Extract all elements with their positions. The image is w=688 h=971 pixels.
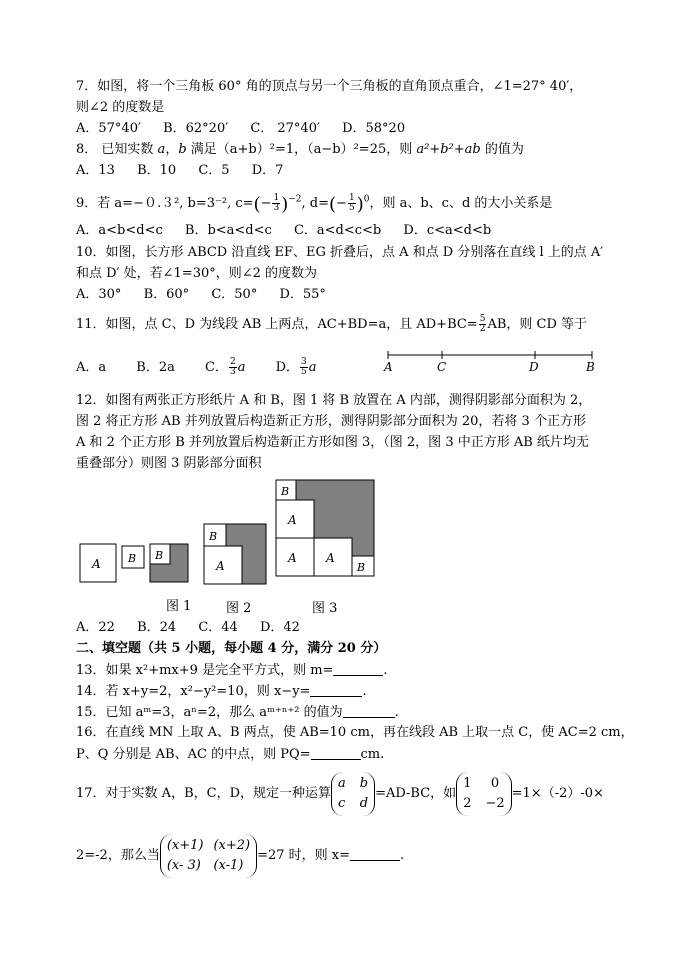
q9-paren-open: ( (253, 194, 261, 215)
q11-option-c-num: 2 (229, 357, 236, 367)
q17-m1-c: c (338, 795, 346, 811)
q11-option-d-prefix: D． (275, 360, 300, 375)
q17-matrix-x-grid (160, 834, 257, 878)
q17-line2-mid: =27 时，则 x= (257, 848, 351, 863)
q8-option-b[interactable]: B．10 (137, 163, 177, 178)
q10-option-b[interactable]: B．60° (143, 287, 190, 302)
q11-frac (479, 315, 487, 334)
q12-fig3-label-a-3: A (326, 551, 335, 565)
q16-text: P、Q 分别是 AB、AC 的中点，则 PQ= (76, 747, 311, 762)
q17-matrix-abcd-grid (331, 772, 375, 816)
q11-option-d[interactable] (276, 357, 317, 379)
q12-option-b[interactable]: B．24 (137, 620, 177, 635)
q14-end: . (362, 684, 367, 699)
q12-fig1-inner-label-b: B (155, 549, 164, 562)
q11-option-c-den: 3 (229, 367, 236, 377)
q9-line1: 9．若 a=−０.３², b=3⁻², c=(− $\frac{1}{3}$ )$^{-2}$, d=(− $\frac{1}{5}$ )$^0$，则 a、b、c、d 的大小关系是 (76, 193, 553, 215)
q17-line2 (76, 832, 404, 880)
q9-frac-d-den: 5 (348, 203, 355, 213)
q7-option-b[interactable]: B．62°20′ (163, 121, 229, 136)
q9-c-exp: −2 (288, 194, 302, 205)
q9-option-c[interactable]: C．a<d<c<b (293, 223, 382, 238)
q9-frac-c (272, 194, 280, 213)
q12-fig2-label-a: A (216, 559, 225, 573)
q12-fig3-label-b-top: B (281, 485, 290, 498)
q16-line2 (76, 745, 384, 764)
q8-line1 (76, 141, 524, 159)
q17-m3-b: (x+2) (213, 837, 251, 853)
q8-option-c[interactable]: C．5 (198, 163, 230, 178)
q9-frac-c-num: 1 (273, 193, 280, 203)
q12-line4: 重叠部分）则图 3 阴影部分面积 (76, 456, 262, 471)
q9-option-a[interactable]: A．a<b<d<c (76, 223, 163, 238)
q12-line2: 图 2 将正方形 AB 并列放置后构造新正方形，测得阴影部分面积为 20，若将 3 个正方形 (76, 414, 586, 429)
q11-frac-den: 2 (479, 324, 486, 334)
q12-fig1-label-a: A (92, 557, 101, 571)
q12-fig2-caption: 图 2 (226, 601, 252, 616)
q10-option-a[interactable]: A．30° (76, 287, 122, 302)
q11-text-b: AB，则 CD 等于 (487, 317, 588, 332)
q8-comma: ， (165, 142, 179, 157)
q11-line1 (76, 314, 587, 336)
q10-line2: 和点 D′ 处，若∠1=30°，则∠2 的度数为 (76, 266, 318, 281)
q11-frac-num: 5 (479, 314, 486, 324)
q9-text-a: 9．若 a=−０.３², b=3⁻², c= (76, 196, 254, 211)
q7-options (76, 120, 423, 138)
q12-option-d[interactable]: D．42 (259, 620, 300, 635)
q11-option-a[interactable]: A．a (76, 360, 107, 375)
q11-option-d-num: 3 (301, 357, 307, 367)
q11-option-c-frac (229, 358, 237, 377)
q9-paren-close: ) (281, 194, 289, 215)
q17-prefix: 17．对于实数 A，B，C，D，规定一种运算 (76, 786, 331, 801)
q11-label-c: C (437, 360, 447, 374)
q12-line1: 12．如图有两张正方形纸片 A 和 B，图 1 将 B 放置在 A 内部，测得阴影部分面积为 2， (76, 393, 592, 408)
q17-matrix-example-grid (456, 772, 511, 816)
q7-line2: 则∠2 的度数是 (76, 100, 165, 115)
q9-option-d[interactable]: D．c<a<d<b (403, 223, 492, 238)
q11-option-b[interactable]: B．2a (136, 360, 175, 375)
q11-option-c-var: a (237, 360, 246, 375)
q17-m1-a: a (338, 775, 346, 791)
q16-unit: cm. (360, 747, 385, 762)
q12-option-c[interactable]: C．44 (198, 620, 238, 635)
q10-option-d[interactable]: D．55° (279, 287, 326, 302)
q11-option-d-frac (300, 358, 308, 377)
q11-label-a: A (384, 360, 393, 374)
q17-line1 (76, 770, 604, 818)
q8-expr: a²+b²+ab (416, 142, 481, 157)
q12-options (76, 619, 318, 637)
q12-fig1-caption: 图 1 (166, 599, 192, 614)
q8-var-a: a (157, 142, 166, 157)
q11-text-a: 11．如图，点 C、D 为线段 AB 上两点，AC+BD=a，且 AD+BC= (76, 317, 478, 332)
q11-options (76, 357, 335, 379)
q12-fig3-label-b-bottom: B (357, 561, 366, 574)
q10-option-c[interactable]: C．50° (211, 287, 258, 302)
q9-tail: ，则 a、b、c、d 的大小关系是 (369, 196, 553, 211)
q9-frac-d-num: 1 (348, 193, 355, 203)
q9-paren-open-d: ( (329, 194, 337, 215)
q17-m1-d: d (359, 795, 369, 811)
q8-options (76, 162, 301, 180)
q13-end: . (383, 663, 388, 678)
q11-segment-figure (382, 346, 598, 378)
q9-option-b[interactable]: B．b<a<d<c (184, 223, 272, 238)
q17-matrix-x (160, 834, 257, 878)
q10-line1: 10．如图，长方形 ABCD 沿直线 EF、EG 折叠后，点 A 和点 D 分别落在直线 l 上的点 A′ (76, 245, 604, 260)
q17-m3-d: (x-1) (213, 857, 244, 873)
q12-option-a[interactable]: A．22 (76, 620, 115, 635)
q17-mid: =AD-BC，如 (375, 786, 457, 801)
q8-option-a[interactable]: A．13 (76, 163, 115, 178)
q15-answer-blank[interactable] (343, 703, 395, 718)
q12-fig1-label-b: B (128, 552, 137, 565)
q8-option-d[interactable]: D．7 (251, 163, 284, 178)
q8-var-b: b (178, 142, 187, 157)
q17-m2-b: 0 (490, 775, 500, 791)
q13-answer-blank[interactable] (333, 661, 383, 676)
q16-line1: 16．在直线 MN 上取 A、B 两点，使 AB=10 cm，再在线段 AB 上取一点 C，使 AC=2 cm， (76, 725, 634, 740)
q11-option-d-den: 5 (301, 367, 307, 377)
q9-paren-close-d: ) (356, 194, 364, 215)
q15-end: . (394, 705, 399, 720)
q9-options (76, 222, 509, 240)
q17-m2-c: 2 (463, 795, 472, 811)
q9-frac-c-den: 3 (273, 203, 280, 213)
q7-option-c[interactable]: C． 27°40′ (250, 121, 320, 136)
q17-line2-prefix: 2=-2，那么当 (76, 848, 160, 863)
q9-frac-d (348, 194, 356, 213)
q12-figures (78, 478, 378, 588)
q11-option-c-prefix: C． (205, 360, 228, 375)
q9-text-d: , d= (301, 196, 330, 211)
q13-line (76, 661, 388, 680)
q14-answer-blank[interactable] (310, 682, 362, 697)
q8-suffix: 的值为 (480, 142, 524, 157)
q17-m3-c: (x- 3) (166, 857, 201, 873)
q12-fig3-label-a-2: A (288, 551, 297, 565)
q15-text: 15．已知 aᵐ=3，aⁿ=2，那么 aᵐ⁺ⁿ⁺² 的值为 (76, 705, 343, 720)
q9-d-exp: 0 (363, 194, 370, 205)
section-2-heading: 二、填空题（共 5 小题，每小题 4 分，满分 20 分） (76, 641, 387, 656)
q12-line3: A 和 2 个正方形 B 并列放置后构造新正方形如图 3，（图 2，图 3 中正方形 AB 纸片均无 (76, 435, 589, 450)
q11-label-b: B (586, 360, 595, 374)
q17-m3-a: (x+1) (166, 837, 204, 853)
q11-option-c[interactable] (205, 357, 245, 379)
q15-line (76, 703, 399, 722)
q12-fig3-label-a-1: A (288, 513, 297, 527)
q17-m1-b: b (359, 775, 369, 791)
q16-answer-blank[interactable] (311, 745, 361, 760)
q17-matrix-abcd (331, 772, 375, 816)
q12-fig3-caption: 图 3 (312, 601, 338, 616)
q17-m2-d: −2 (485, 795, 505, 811)
q17-answer-blank[interactable] (350, 846, 400, 861)
q12-fig2-label-b: B (209, 530, 218, 543)
q13-text: 13．如果 x²+mx+9 是完全平方式，则 m= (76, 663, 334, 678)
q7-line1: 7．如图，将一个三角板 60° 角的顶点与另一个三角板的直角顶点重合，∠1=27° 40′， (76, 79, 583, 94)
q11-label-d: D (529, 360, 539, 374)
q14-line (76, 682, 367, 701)
q8-mid: 满足（a+b）²=1，（a−b）²=25，则 (186, 142, 417, 157)
q17-tail: =1×（-2）-0× (511, 786, 604, 801)
q8-prefix: 8． 已知实数 (76, 142, 154, 157)
q17-matrix-example (456, 772, 511, 816)
q17-m2-a: 1 (463, 775, 472, 791)
q10-options (76, 286, 344, 304)
q7-option-d[interactable]: D．58°20 (342, 121, 406, 136)
q17-end: . (400, 848, 405, 863)
q11-option-d-var: a (308, 360, 317, 375)
q14-text: 14．若 x+y=2，x²−y²=10，则 x−y= (76, 684, 311, 699)
q7-option-a[interactable]: A．57°40′ (76, 121, 141, 136)
